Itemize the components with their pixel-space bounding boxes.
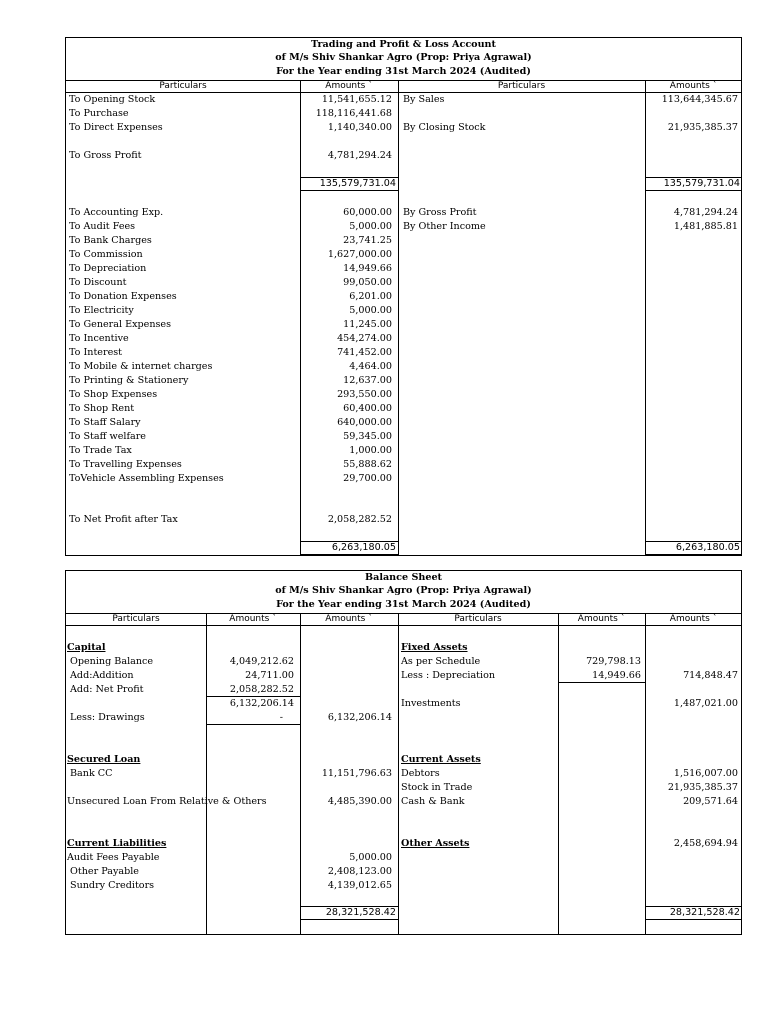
pl-account bbox=[65, 37, 742, 556]
pl-debit-amount: 6,201.00 bbox=[349, 291, 392, 302]
capital-row-amount: 4,049,212.62 bbox=[229, 656, 294, 667]
trading-debit-amount: 1,140,340.00 bbox=[327, 122, 392, 133]
pl-debit-amount: 11,245.00 bbox=[343, 319, 392, 330]
pl-debit-amount: 12,637.00 bbox=[343, 375, 392, 386]
trading-debit-amount: 11,541,655.12 bbox=[321, 94, 392, 105]
trading-total-right: 135,579,731.04 bbox=[646, 177, 742, 191]
net-profit-label: To Net Profit after Tax bbox=[69, 514, 178, 525]
bs-col-amounts-2: Amounts ` bbox=[325, 614, 373, 624]
pl-debit-amount: 55,888.62 bbox=[343, 459, 392, 470]
fa-depreciation-amount: 14,949.66 bbox=[592, 670, 641, 681]
unsecured-loan-amount: 4,485,390.00 bbox=[327, 796, 392, 807]
pl-debit-amount: 23,741.25 bbox=[343, 235, 392, 246]
pl-debit-amount: 99,050.00 bbox=[343, 277, 392, 288]
pl-debit-amount: 4,464.00 bbox=[349, 361, 392, 372]
pl-debit-label: To Accounting Exp. bbox=[69, 207, 164, 218]
pl-debit-amount: 14,949.66 bbox=[343, 263, 392, 274]
pl-debit-amount: 454,274.00 bbox=[337, 333, 392, 344]
pl-debit-amount: 640,000.00 bbox=[337, 417, 392, 428]
pl-debit-amount: 1,627,000.00 bbox=[327, 249, 392, 260]
current-assets-heading: Current Assets bbox=[401, 754, 481, 765]
pl-debit-amount: 293,550.00 bbox=[337, 389, 392, 400]
pl-debit-amount: 59,345.00 bbox=[343, 431, 392, 442]
pl-subtitle: of M/s Shiv Shankar Agro (Prop: Priya Agrawal) bbox=[275, 52, 532, 63]
pl-debit-amount: 1,000.00 bbox=[349, 445, 392, 456]
fa-schedule-amount: 729,798.13 bbox=[586, 656, 641, 667]
pl-debit-label: To Commission bbox=[69, 249, 143, 260]
trading-credit-label: By Closing Stock bbox=[403, 122, 486, 133]
pl-total-right: 6,263,180.05 bbox=[646, 541, 742, 555]
fa-depreciation-label: Less : Depreciation bbox=[401, 670, 496, 681]
bs-col-particulars-left: Particulars bbox=[112, 614, 160, 624]
trading-debit-label: To Direct Expenses bbox=[69, 122, 163, 133]
trading-credit-amount: 113,644,345.67 bbox=[661, 94, 738, 105]
capital-row-amount: 24,711.00 bbox=[245, 670, 294, 681]
bs-col-amounts-4: Amounts ` bbox=[669, 614, 718, 624]
trading-debit-amount: 4,781,294.24 bbox=[327, 150, 392, 161]
pl-debit-label: To Incentive bbox=[69, 333, 129, 344]
secured-loan-heading: Secured Loan bbox=[67, 754, 141, 765]
pl-debit-label: To Staff Salary bbox=[69, 417, 141, 428]
capital-total: 6,132,206.14 bbox=[327, 712, 392, 723]
drawings-label: Less: Drawings bbox=[70, 712, 145, 723]
bs-col-particulars-right: Particulars bbox=[454, 614, 502, 624]
other-assets-heading: Other Assets bbox=[401, 838, 470, 849]
pl-debit-label: To Bank Charges bbox=[69, 235, 152, 246]
pl-col-amounts-left: Amounts ` bbox=[325, 81, 373, 91]
current-asset-label: Stock in Trade bbox=[401, 782, 473, 793]
investments-label: Investments bbox=[401, 698, 461, 709]
current-asset-amount: 1,516,007.00 bbox=[673, 768, 738, 779]
current-asset-amount: 209,571.64 bbox=[683, 796, 738, 807]
trading-credit-amount: 21,935,385.37 bbox=[667, 122, 738, 133]
current-asset-amount: 21,935,385.37 bbox=[667, 782, 738, 793]
fa-schedule-label: As per Schedule bbox=[401, 656, 481, 667]
current-liability-amount: 5,000.00 bbox=[349, 852, 392, 863]
drawings-amount: - bbox=[279, 712, 283, 723]
current-liability-label: Other Payable bbox=[70, 866, 139, 877]
pl-debit-label: To Shop Expenses bbox=[69, 389, 158, 400]
pl-debit-label: ToVehicle Assembling Expenses bbox=[69, 473, 224, 484]
bs-total-left: 28,321,528.42 bbox=[301, 906, 398, 920]
current-asset-label: Cash & Bank bbox=[401, 796, 465, 807]
capital-row-amount: 2,058,282.52 bbox=[229, 684, 294, 695]
current-liabilities-heading: Current Liabilities bbox=[67, 838, 167, 849]
trading-credit-label: By Sales bbox=[403, 94, 445, 105]
capital-row-label: Opening Balance bbox=[70, 656, 154, 667]
bank-cc-amount: 11,151,796.63 bbox=[321, 768, 392, 779]
pl-debit-label: To Depreciation bbox=[69, 263, 147, 274]
pl-debit-label: To Printing & Stationery bbox=[69, 375, 189, 386]
pl-debit-amount: 60,400.00 bbox=[343, 403, 392, 414]
current-liability-amount: 4,139,012.65 bbox=[327, 880, 392, 891]
trading-debit-label: To Gross Profit bbox=[69, 150, 142, 161]
pl-debit-label: To Shop Rent bbox=[69, 403, 135, 414]
pl-debit-label: To Interest bbox=[69, 347, 123, 358]
pl-debit-label: To Mobile & internet charges bbox=[69, 361, 213, 372]
current-liability-label: Audit Fees Payable bbox=[67, 852, 160, 863]
pl-col-amounts-right: Amounts ` bbox=[669, 81, 718, 91]
current-liability-label: Sundry Creditors bbox=[70, 880, 155, 891]
capital-row-label: Add: Net Profit bbox=[70, 684, 144, 695]
pl-debit-label: To Travelling Expenses bbox=[69, 459, 182, 470]
pl-debit-label: To General Expenses bbox=[69, 319, 172, 330]
current-asset-label: Debtors bbox=[401, 768, 440, 779]
pl-credit-amount: 4,781,294.24 bbox=[673, 207, 738, 218]
capital-row-label: Add:Addition bbox=[70, 670, 134, 681]
pl-credit-amount: 1,481,885.81 bbox=[673, 221, 738, 232]
other-assets-amount: 2,458,694.94 bbox=[673, 838, 738, 849]
pl-debit-label: To Discount bbox=[69, 277, 127, 288]
bs-period: For the Year ending 31st March 2024 (Audited) bbox=[276, 599, 531, 610]
pl-period: For the Year ending 31st March 2024 (Audited) bbox=[276, 66, 531, 77]
pl-debit-label: To Staff welfare bbox=[69, 431, 146, 442]
pl-credit-label: By Other Income bbox=[403, 221, 486, 232]
current-liability-amount: 2,408,123.00 bbox=[327, 866, 392, 877]
bs-subtitle: of M/s Shiv Shankar Agro (Prop: Priya Agrawal) bbox=[275, 585, 532, 596]
bs-title: Balance Sheet bbox=[365, 572, 442, 583]
pl-debit-amount: 5,000.00 bbox=[349, 305, 392, 316]
pl-debit-label: To Electricity bbox=[69, 305, 134, 316]
pl-debit-amount: 29,700.00 bbox=[343, 473, 392, 484]
fa-net-amount: 714,848.47 bbox=[683, 670, 738, 681]
investments-amount: 1,487,021.00 bbox=[673, 698, 738, 709]
pl-debit-label: To Audit Fees bbox=[69, 221, 136, 232]
pl-total-left: 6,263,180.05 bbox=[301, 541, 398, 555]
fixed-assets-heading: Fixed Assets bbox=[401, 642, 468, 653]
capital-heading: Capital bbox=[67, 642, 106, 653]
trading-total-left: 135,579,731.04 bbox=[301, 177, 398, 191]
pl-col-particulars-right: Particulars bbox=[497, 81, 546, 91]
bs-col-amounts-3: Amounts ` bbox=[577, 614, 626, 624]
net-profit-amount: 2,058,282.52 bbox=[327, 514, 392, 525]
unsecured-loan-label: Unsecured Loan From Relative & Others bbox=[67, 796, 267, 807]
trading-debit-amount: 118,116,441.68 bbox=[315, 108, 392, 119]
pl-debit-amount: 741,452.00 bbox=[337, 347, 392, 358]
bs-total-right: 28,321,528.42 bbox=[646, 906, 742, 920]
capital-subtotal: 6,132,206.14 bbox=[229, 698, 294, 709]
bs-col-amounts-1: Amounts ` bbox=[229, 614, 277, 624]
pl-debit-label: To Donation Expenses bbox=[69, 291, 177, 302]
pl-title: Trading and Profit & Loss Account bbox=[311, 39, 496, 50]
pl-col-particulars-left: Particulars bbox=[159, 81, 207, 91]
trading-debit-label: To Opening Stock bbox=[69, 94, 156, 105]
pl-debit-amount: 5,000.00 bbox=[349, 221, 392, 232]
pl-debit-amount: 60,000.00 bbox=[343, 207, 392, 218]
pl-debit-label: To Trade Tax bbox=[69, 445, 132, 456]
trading-debit-label: To Purchase bbox=[69, 108, 129, 119]
balance-sheet bbox=[65, 570, 742, 935]
pl-credit-label: By Gross Profit bbox=[403, 207, 477, 218]
bank-cc-label: Bank CC bbox=[70, 768, 113, 779]
